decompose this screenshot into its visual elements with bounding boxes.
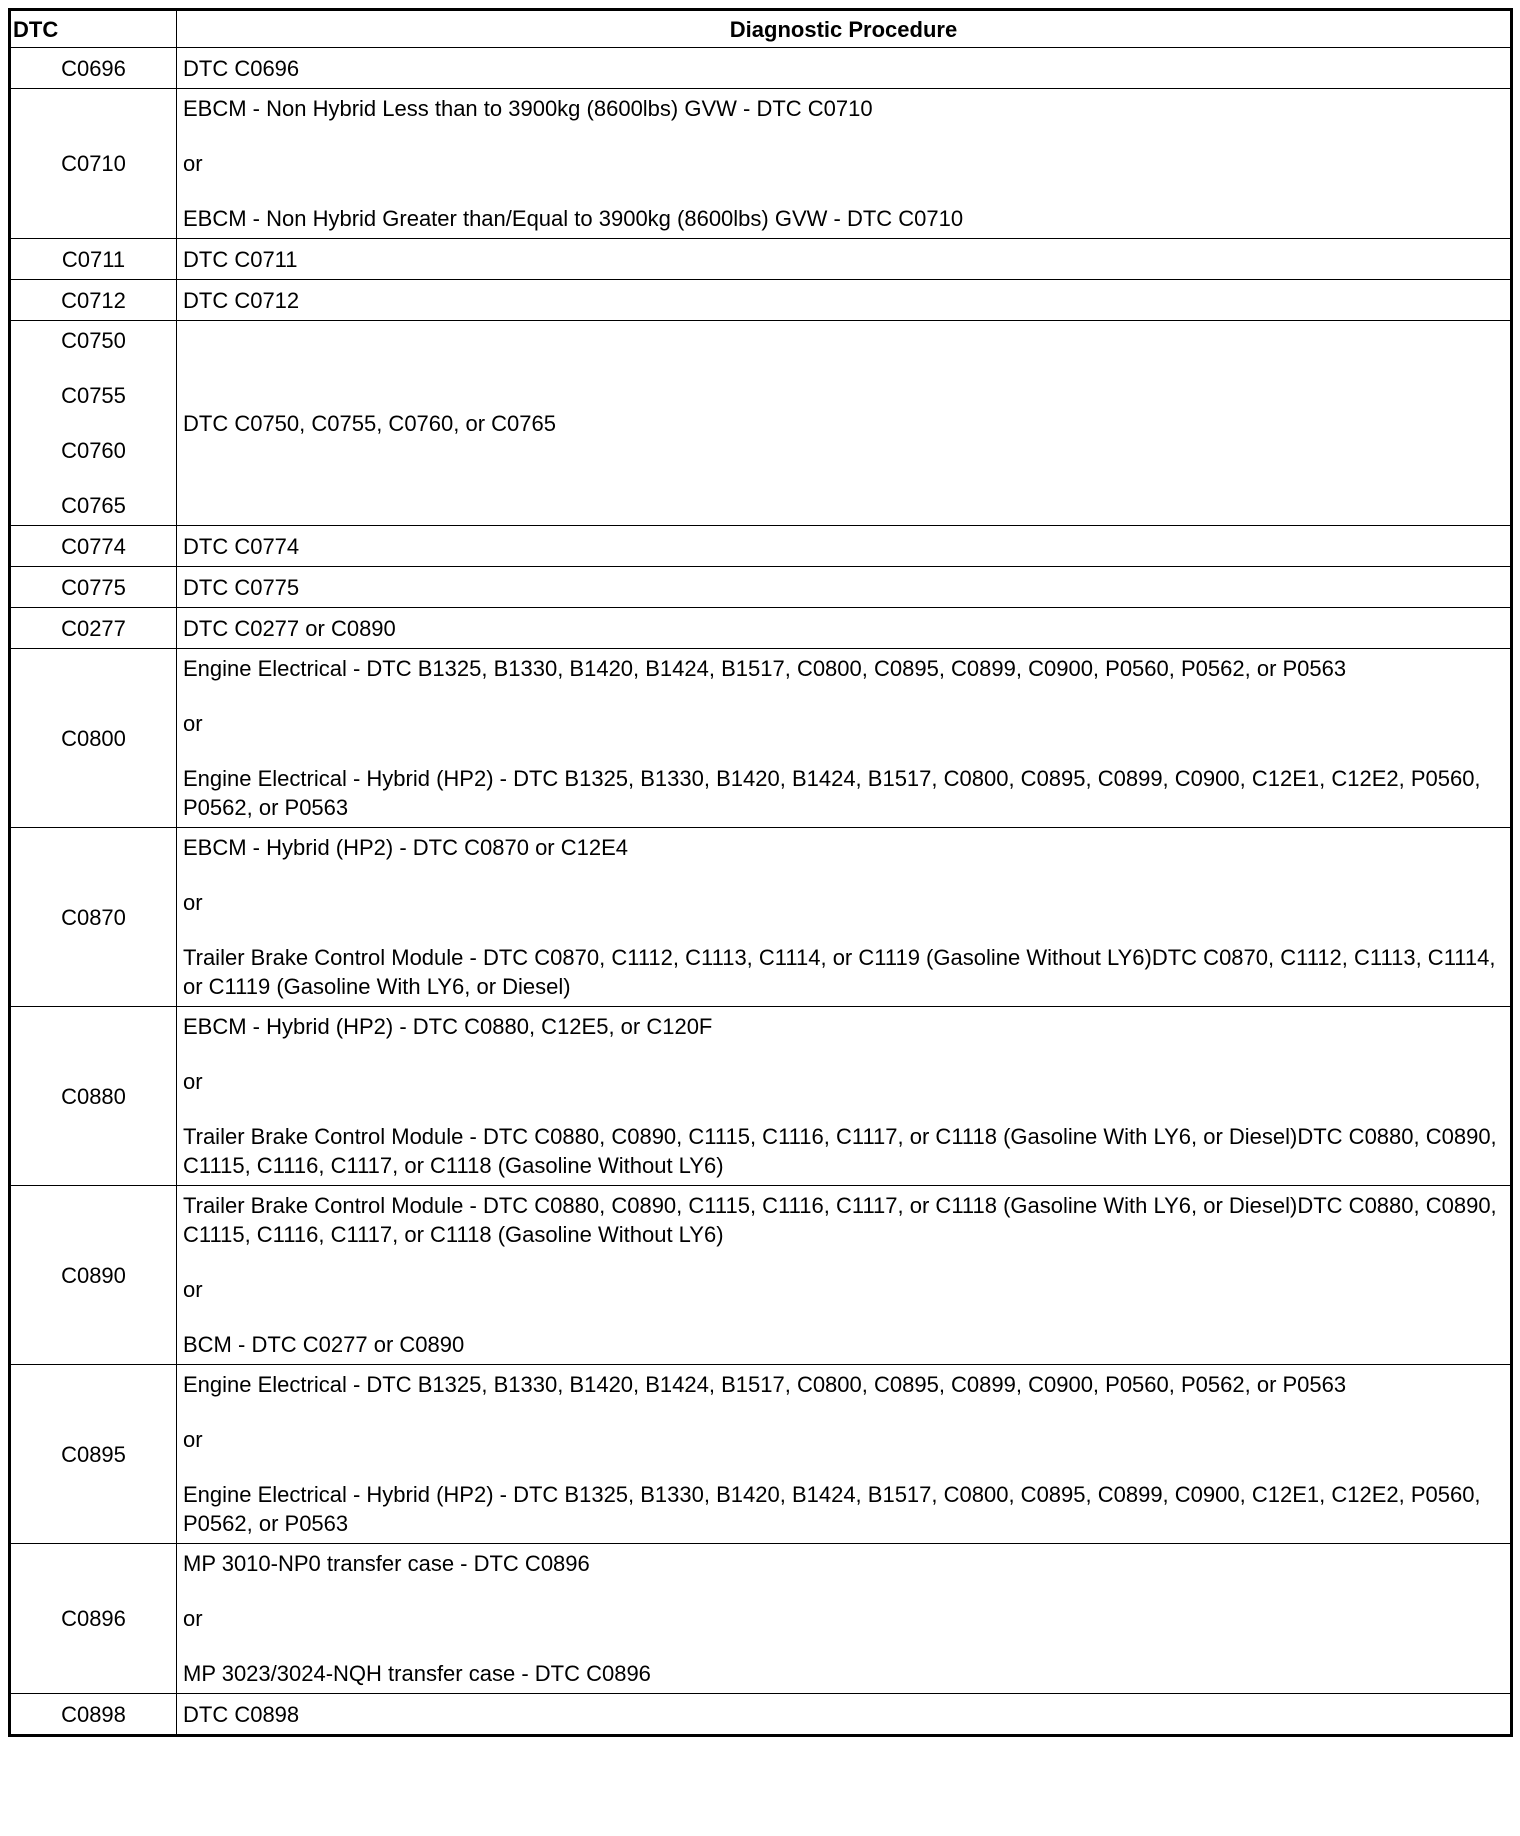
dtc-procedure-table: [8, 8, 1513, 1737]
procedure-text: DTC C0750, C0755, C0760, or C0765: [183, 410, 556, 436]
table-row: [10, 239, 1512, 280]
procedure-text: DTC C0711: [183, 246, 298, 272]
dtc-cell: [10, 280, 177, 321]
procedure-text: EBCM - Hybrid (HP2) - DTC C0870 or C12E4: [183, 835, 629, 860]
dtc-cell: [10, 1694, 177, 1736]
dtc-cell: [10, 1544, 177, 1694]
procedure-cell: [177, 1544, 1512, 1694]
dtc-code: C0898: [61, 1701, 126, 1727]
procedure-text: EBCM - Non Hybrid Less than to 3900kg (8600lbs) GVW - DTC C0710: [183, 96, 873, 121]
procedure-or-separator: or: [183, 1606, 203, 1631]
procedure-text: DTC C0712: [183, 287, 300, 313]
procedure-cell: [177, 1007, 1512, 1186]
dtc-code: C0800: [61, 725, 126, 751]
table-row: [10, 1007, 1512, 1186]
table-row: [10, 608, 1512, 649]
dtc-code: C0775: [61, 574, 126, 600]
table-row: [10, 48, 1512, 89]
table-row: [10, 1186, 1512, 1365]
dtc-cell: [10, 89, 177, 239]
procedure-column-header: Diagnostic Procedure: [177, 10, 1512, 48]
procedure-text: DTC C0277 or C0890: [183, 615, 396, 641]
procedure-text: DTC C0775: [183, 574, 300, 600]
procedure-cell: [177, 567, 1512, 608]
table-row: [10, 89, 1512, 239]
dtc-code: C0896: [61, 1606, 126, 1631]
procedure-cell: [177, 828, 1512, 1007]
dtc-cell: [10, 48, 177, 89]
procedure-text: Engine Electrical - Hybrid (HP2) - DTC B1325, B1330, B1420, B1424, B1517, C0800, C0895, C0899, C0900, C12E1, C12E2, P0560, P0562, or P0563: [183, 1482, 1481, 1536]
table-row: [10, 1365, 1512, 1544]
procedure-text: Engine Electrical - DTC B1325, B1330, B1420, B1424, B1517, C0800, C0895, C0899, C0900, P0560, P0562, or P0563: [183, 656, 1347, 681]
procedure-or-separator: or: [183, 151, 203, 176]
table-row: [10, 1544, 1512, 1694]
procedure-cell: [177, 48, 1512, 89]
procedure-cell: [177, 239, 1512, 280]
dtc-cell: [10, 526, 177, 567]
dtc-cell: [10, 1186, 177, 1365]
dtc-code: C0277: [61, 615, 126, 641]
table-row: [10, 526, 1512, 567]
procedure-text: EBCM - Hybrid (HP2) - DTC C0880, C12E5, or C120F: [183, 1014, 713, 1039]
procedure-cell: [177, 649, 1512, 828]
dtc-code: C0870: [61, 904, 126, 930]
dtc-code: C0765: [61, 493, 126, 518]
procedure-text: DTC C0898: [183, 1701, 300, 1727]
dtc-code: C0895: [61, 1441, 126, 1467]
procedure-or-separator: or: [183, 1277, 203, 1302]
table-row: [10, 649, 1512, 828]
table-row: [10, 828, 1512, 1007]
dtc-column-header: DTC: [10, 10, 177, 48]
procedure-or-separator: or: [183, 890, 203, 915]
procedure-cell: [177, 1186, 1512, 1365]
dtc-code: C0880: [61, 1083, 126, 1109]
dtc-code: C0760: [61, 438, 126, 463]
procedure-or-separator: or: [183, 1069, 203, 1094]
procedure-text: Engine Electrical - Hybrid (HP2) - DTC B1325, B1330, B1420, B1424, B1517, C0800, C0895, C0899, C0900, C12E1, C12E2, P0560, P0562, or P0563: [183, 766, 1481, 820]
procedure-text: BCM - DTC C0277 or C0890: [183, 1332, 465, 1357]
table-row: [10, 1694, 1512, 1736]
dtc-cell: [10, 321, 177, 526]
dtc-cell: [10, 239, 177, 280]
table-body: [10, 48, 1512, 1736]
table-row: [10, 567, 1512, 608]
dtc-cell: [10, 828, 177, 1007]
procedure-text: Engine Electrical - DTC B1325, B1330, B1420, B1424, B1517, C0800, C0895, C0899, C0900, P0560, P0562, or P0563: [183, 1372, 1347, 1397]
procedure-text: MP 3010-NP0 transfer case - DTC C0896: [183, 1551, 590, 1576]
dtc-code: C0696: [61, 55, 126, 81]
procedure-text: Trailer Brake Control Module - DTC C0880, C0890, C1115, C1116, C1117, or C1118 (Gasoline With LY6, or Diesel)DTC C0880, C0890, C1115, C1116, C1117, or C1118 (Gasoline Without LY6): [183, 1124, 1497, 1178]
dtc-code: C0774: [61, 533, 126, 559]
dtc-cell: [10, 649, 177, 828]
procedure-or-separator: or: [183, 1427, 203, 1452]
procedure-cell: [177, 1694, 1512, 1736]
dtc-code: C0755: [61, 383, 126, 408]
procedure-text: Trailer Brake Control Module - DTC C0870, C1112, C1113, C1114, or C1119 (Gasoline Without LY6)DTC C0870, C1112, C1113, C1114, or C1119 (Gasoline With LY6, or Diesel): [183, 945, 1496, 999]
procedure-text: EBCM - Non Hybrid Greater than/Equal to 3900kg (8600lbs) GVW - DTC C0710: [183, 206, 964, 231]
table-header-row: [10, 10, 1512, 48]
dtc-cell: [10, 567, 177, 608]
procedure-cell: [177, 321, 1512, 526]
procedure-text: DTC C0774: [183, 533, 300, 559]
procedure-cell: [177, 89, 1512, 239]
procedure-or-separator: or: [183, 711, 203, 736]
dtc-cell: [10, 1365, 177, 1544]
dtc-code: C0750: [61, 328, 126, 353]
dtc-code: C0890: [61, 1262, 126, 1288]
dtc-code: C0711: [61, 246, 126, 272]
procedure-text: DTC C0696: [183, 55, 300, 81]
procedure-cell: [177, 280, 1512, 321]
procedure-text: MP 3023/3024-NQH transfer case - DTC C0896: [183, 1661, 651, 1686]
table-row: [10, 321, 1512, 526]
procedure-cell: [177, 1365, 1512, 1544]
dtc-cell: [10, 608, 177, 649]
dtc-code: C0710: [61, 151, 126, 176]
procedure-cell: [177, 608, 1512, 649]
dtc-cell: [10, 1007, 177, 1186]
dtc-code: C0712: [61, 287, 126, 313]
procedure-cell: [177, 526, 1512, 567]
table-row: [10, 280, 1512, 321]
procedure-text: Trailer Brake Control Module - DTC C0880, C0890, C1115, C1116, C1117, or C1118 (Gasoline With LY6, or Diesel)DTC C0880, C0890, C1115, C1116, C1117, or C1118 (Gasoline Without LY6): [183, 1193, 1497, 1247]
